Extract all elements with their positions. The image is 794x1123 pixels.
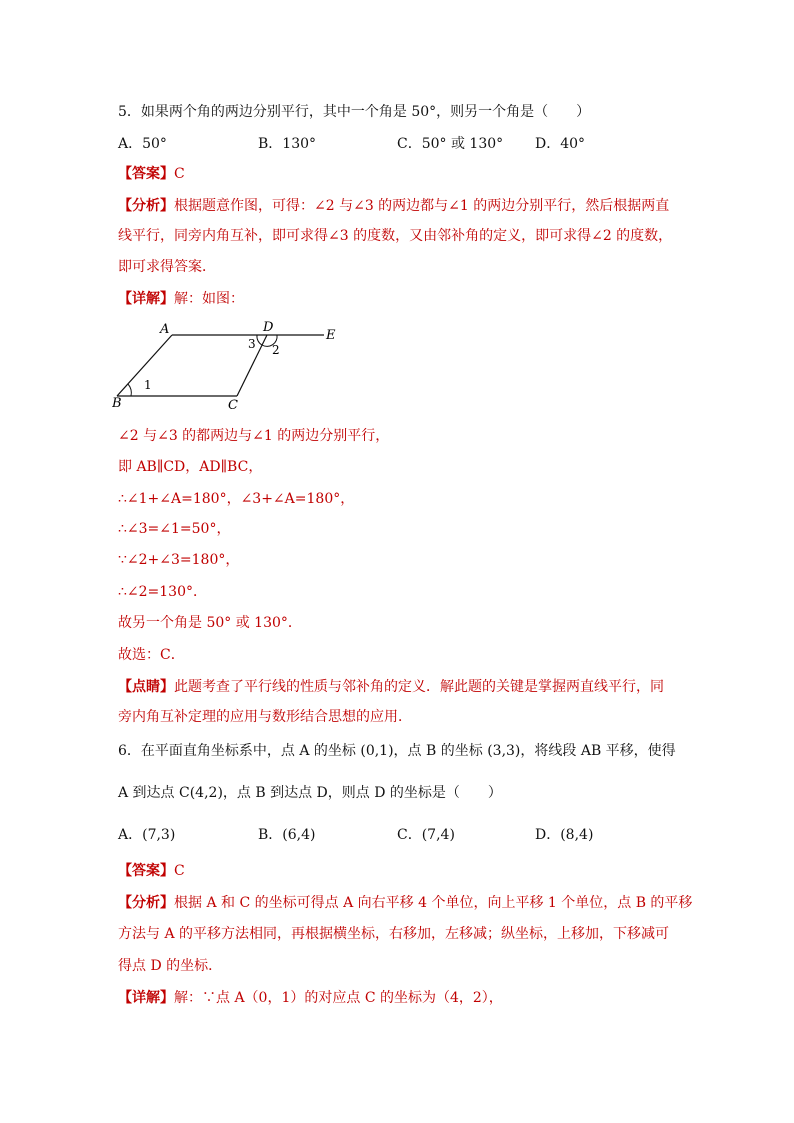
q6-option-c: C．(7,4) <box>397 827 455 843</box>
q6-detail <box>118 988 503 1008</box>
q5-step: 故选：C． <box>118 647 185 663</box>
answer-value: C <box>174 166 185 182</box>
q5-step: ∠2 与∠3 的都两边与∠1 的两边分别平行， <box>118 428 390 444</box>
q5-detail <box>118 289 244 309</box>
label-angle-3: 3 <box>248 337 256 351</box>
detail-tag: 【详解】 <box>118 291 174 307</box>
angle-3-arc <box>257 335 262 345</box>
answer-tag: 【答案】 <box>118 863 174 879</box>
label-d: D <box>263 320 274 335</box>
q6-option-b: B．(6,4) <box>258 827 316 843</box>
q5-option-c: C．50° 或 130° <box>397 136 504 152</box>
q6-analysis-line: 得点 D 的坐标． <box>118 958 223 974</box>
q5-step: ∴∠3=∠1=50°， <box>118 521 231 537</box>
q6-analysis-line: 方法与 A 的平移方法相同，再根据横坐标，右移加，左移减；纵坐标，上移加，下移减可 <box>118 926 670 942</box>
label-angle-2: 2 <box>272 343 280 357</box>
q6-option-a: A．(7,3) <box>118 827 176 843</box>
q5-step: ∵∠2+∠3=180°， <box>118 552 240 568</box>
comment-tag: 【点睛】 <box>118 679 174 695</box>
q5-step: 故另一个角是 50° 或 130°． <box>118 615 302 631</box>
q5-analysis-line: 线平行，同旁内角互补，即可求得∠3 的度数，又由邻补角的定义，即可求得∠2 的度数， <box>118 228 673 244</box>
analysis-text: 根据题意作图，可得：∠2 与∠3 的两边都与∠1 的两边分别平行，然后根据两直 <box>174 198 670 214</box>
q6-analysis-line <box>118 893 692 913</box>
analysis-text: 根据 A 和 C 的坐标可得点 A 向右平移 4 个单位，向上平移 1 个单位，点 B 的平移 <box>174 895 693 911</box>
q5-step: 即 AB∥CD，AD∥BC， <box>118 459 263 475</box>
detail-intro: 解：如图： <box>174 291 244 307</box>
q5-option-d: D．40° <box>535 136 586 152</box>
q5-comment <box>118 677 664 697</box>
detail-tag: 【详解】 <box>118 990 174 1006</box>
q5-analysis-line: 即可求得答案． <box>118 259 216 275</box>
label-angle-1: 1 <box>144 378 152 392</box>
q5-step: ∴∠2=130°． <box>118 584 207 600</box>
label-c: C <box>228 398 238 413</box>
q5-analysis-line <box>118 196 669 216</box>
comment-text: 此题考查了平行线的性质与邻补角的定义．解此题的关键是掌握两直线平行，同 <box>174 679 664 695</box>
q6-answer <box>118 861 185 881</box>
q5-answer <box>118 164 185 184</box>
q5-question: 5．如果两个角的两边分别平行，其中一个角是 50°，则另一个角是（ ） <box>118 104 591 120</box>
angle-1-arc <box>128 384 131 396</box>
q5-option-a: A．50° <box>118 136 167 152</box>
label-b: B <box>112 396 122 411</box>
label-e: E <box>326 328 336 343</box>
answer-tag: 【答案】 <box>118 166 174 182</box>
q6-option-d: D．(8,4) <box>535 827 594 843</box>
analysis-tag: 【分析】 <box>118 198 174 214</box>
q5-step: ∴∠1+∠A=180°，∠3+∠A=180°， <box>118 491 355 507</box>
answer-value: C <box>174 863 185 879</box>
q6-question-line: A 到达点 C(4,2)，点 B 到达点 D，则点 D 的坐标是（ ） <box>118 785 502 801</box>
label-a: A <box>160 322 170 337</box>
q5-option-b: B．130° <box>258 136 317 152</box>
detail-text: 解：∵点 A（0，1）的对应点 C 的坐标为（4，2）， <box>174 990 503 1006</box>
parallelogram-figure <box>112 316 352 416</box>
analysis-tag: 【分析】 <box>118 895 174 911</box>
q6-question-line: 6．在平面直角坐标系中，点 A 的坐标 (0,1)，点 B 的坐标 (3,3)，将线段 AB 平移，使得 <box>118 743 676 759</box>
q5-comment-line: 旁内角互补定理的应用与数形结合思想的应用． <box>118 709 412 725</box>
